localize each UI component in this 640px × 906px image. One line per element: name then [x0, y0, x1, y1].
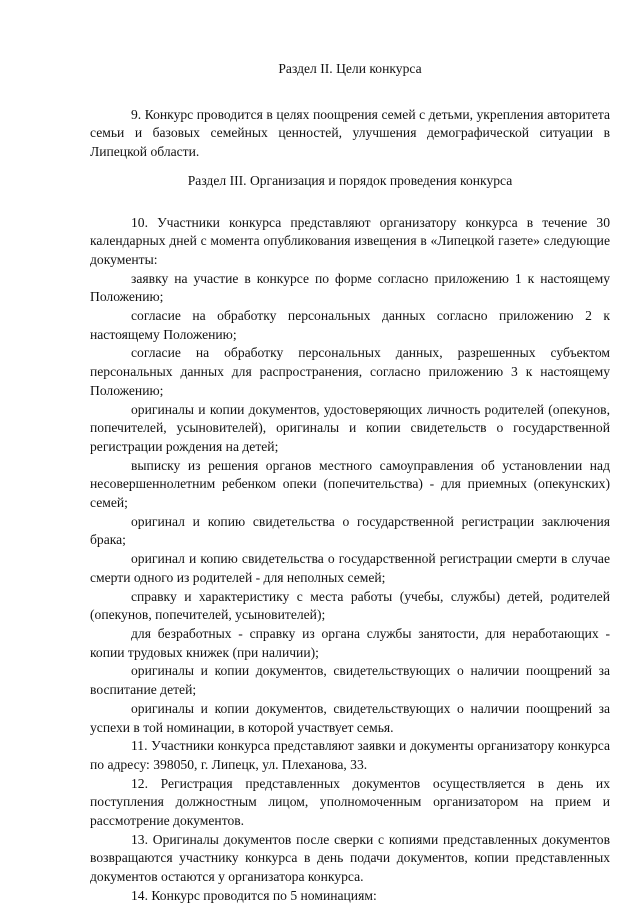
list-item-application: заявку на участие в конкурсе по форме согласно приложению 1 к настоящему Положению; — [90, 270, 610, 305]
list-item-identity-documents: оригиналы и копии документов, удостоверяющих личность родителей (опекунов, попечителей, усыновителей), оригиналы и копии свидетельств о государственной регистрации рождения на детей; — [90, 401, 610, 454]
list-item-death-certificate: оригинал и копию свидетельства о государственной регистрации смерти в случае смерти одного из родителей - для неполных семей; — [90, 551, 610, 585]
list-item-guardianship-extract: выписку из решения органов местного самоуправления об установлении над несовершеннолетним ребенком опеки (попечительства) - для приемных (опекунских) семей; — [90, 457, 610, 511]
paragraph-9: 9. Конкурс проводится в целях поощрения семей с детьми, укрепления авторитета семьи и базовых семейных ценностей, улучшения демографической ситуации в Липецкой области. — [90, 106, 610, 160]
document-page — [90, 60, 610, 906]
section-heading-goals: Раздел II. Цели конкурса — [278, 61, 422, 76]
paragraph-13: 13. Оригиналы документов после сверки с копиями представленных документов возвращаются участнику конкурса в день подачи документов, копии представленных документов остаются у организатора конкурса. — [90, 831, 610, 885]
list-item-marriage-certificate: оригинал и копию свидетельства о государственной регистрации заключения брака; — [90, 513, 610, 548]
list-item-nomination-awards: оригиналы и копии документов, свидетельствующих о наличии поощрений за успехи в той номинации, в которой участвует семья. — [90, 700, 610, 735]
paragraph-11: 11. Участники конкурса представляют заявки и документы организатору конкурса по адресу: 398050, г. Липецк, ул. Плеханова, 33. — [90, 738, 610, 772]
paragraph-14: 14. Конкурс проводится по 5 номинациям: — [131, 887, 377, 903]
list-item-consent-distribution: согласие на обработку персональных данных, разрешенных субъектом персональных данных для распространения, согласно приложению 3 к настоящему Положению; — [90, 345, 610, 398]
list-item-work-reference: справку и характеристику с места работы (учебы, службы) детей, родителей (опекунов, попечителей, усыновителей); — [90, 588, 610, 623]
section-heading-organization: Раздел III. Организация и порядок проведения конкурса — [187, 172, 513, 188]
list-item-unemployed: для безработных - справку из органа службы занятости, для неработающих - копии трудовых книжек (при наличии); — [90, 625, 610, 660]
paragraph-12: 12. Регистрация представленных документов осуществляется в день их поступления должностным лицом, уполномоченным организатором на прием и рассмотрение документов. — [90, 775, 610, 829]
list-item-consent: согласие на обработку персональных данных согласно приложению 2 к настоящему Положению; — [90, 308, 610, 342]
paragraph-10: 10. Участники конкурса представляют организатору конкурса в течение 30 календарных дней с момента опубликования извещения в «Липецкой газете» следующие документы: — [90, 214, 610, 267]
list-item-upbringing-awards: оригиналы и копии документов, свидетельствующих о наличии поощрений за воспитание детей; — [90, 663, 610, 698]
